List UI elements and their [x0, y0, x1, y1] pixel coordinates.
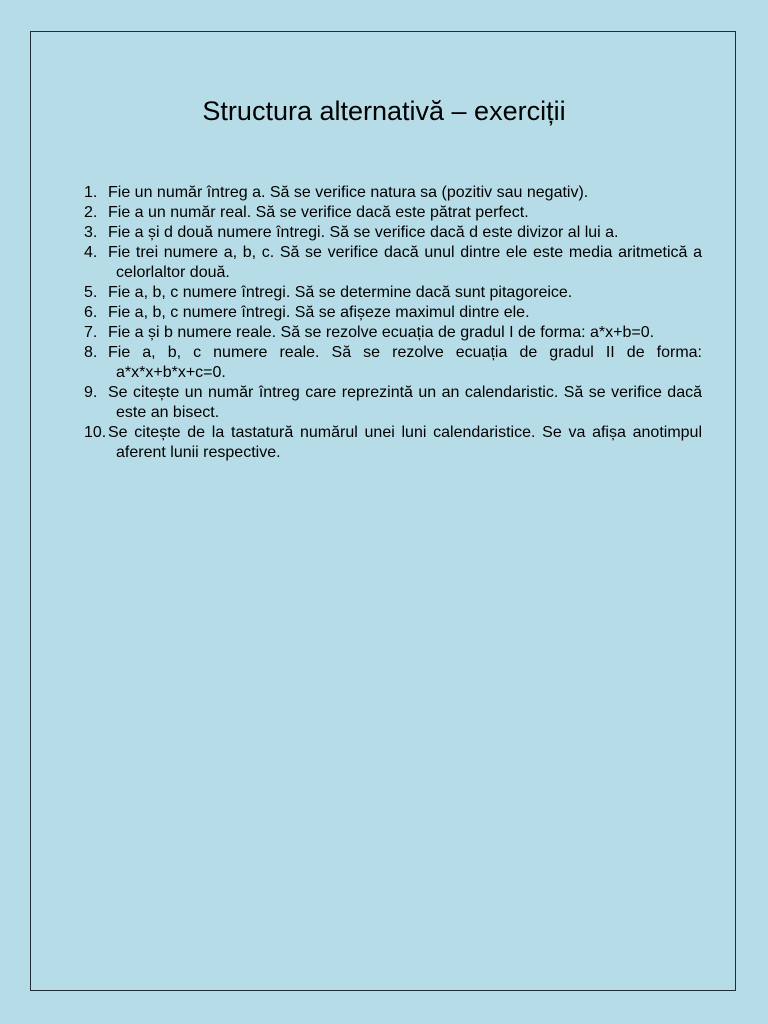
document-page	[30, 31, 736, 991]
item-number: 1.	[84, 184, 98, 201]
item-text: Fie a un număr real. Să se verifice dacă este pătrat perfect.	[108, 204, 529, 221]
item-number: 5.	[84, 284, 98, 301]
document-title: Structura alternativă – exerciții	[202, 96, 566, 126]
list-item	[76, 223, 702, 243]
list-item	[76, 243, 702, 283]
item-number: 2.	[84, 204, 98, 221]
list-item	[76, 203, 702, 223]
item-text: Fie a și b numere reale. Să se rezolve ecuația de gradul I de forma: a*x+b=0.	[108, 324, 655, 341]
item-number: 6.	[84, 304, 98, 321]
item-text: Fie trei numere a, b, c. Să se verifice dacă unul dintre ele este media aritmetică a celorlaltor două.	[108, 244, 702, 281]
list-item	[76, 183, 702, 203]
list-item	[76, 323, 702, 343]
item-text: Se citește un număr întreg care reprezintă un an calendaristic. Să se verifice dacă este an bisect.	[108, 384, 702, 421]
item-text: Fie a, b, c numere reale. Să se rezolve ecuația de gradul II de forma: a*x*x+b*x+c=0.	[108, 344, 702, 381]
item-text: Fie a, b, c numere întregi. Să se afișeze maximul dintre ele.	[108, 304, 530, 321]
list-item	[76, 283, 702, 303]
item-text: Fie a, b, c numere întregi. Să se determine dacă sunt pitagoreice.	[108, 284, 573, 301]
list-item	[76, 343, 702, 383]
item-number: 9.	[84, 384, 98, 401]
item-number: 8.	[84, 344, 98, 361]
list-item	[76, 383, 702, 423]
item-text: Fie un număr întreg a. Să se verifice natura sa (pozitiv sau negativ).	[108, 184, 589, 201]
item-text: Fie a și d două numere întregi. Să se verifice dacă d este divizor al lui a.	[108, 224, 619, 241]
item-number: 4.	[84, 244, 98, 261]
list-item	[76, 423, 702, 463]
item-number: 7.	[84, 324, 98, 341]
exercise-list	[76, 183, 702, 463]
item-number: 3.	[84, 224, 98, 241]
item-text: Se citește de la tastatură numărul unei luni calendaristice. Se va afișa anotimpul aferent lunii respective.	[108, 424, 702, 461]
item-number: 10.	[84, 424, 107, 441]
list-item	[76, 303, 702, 323]
